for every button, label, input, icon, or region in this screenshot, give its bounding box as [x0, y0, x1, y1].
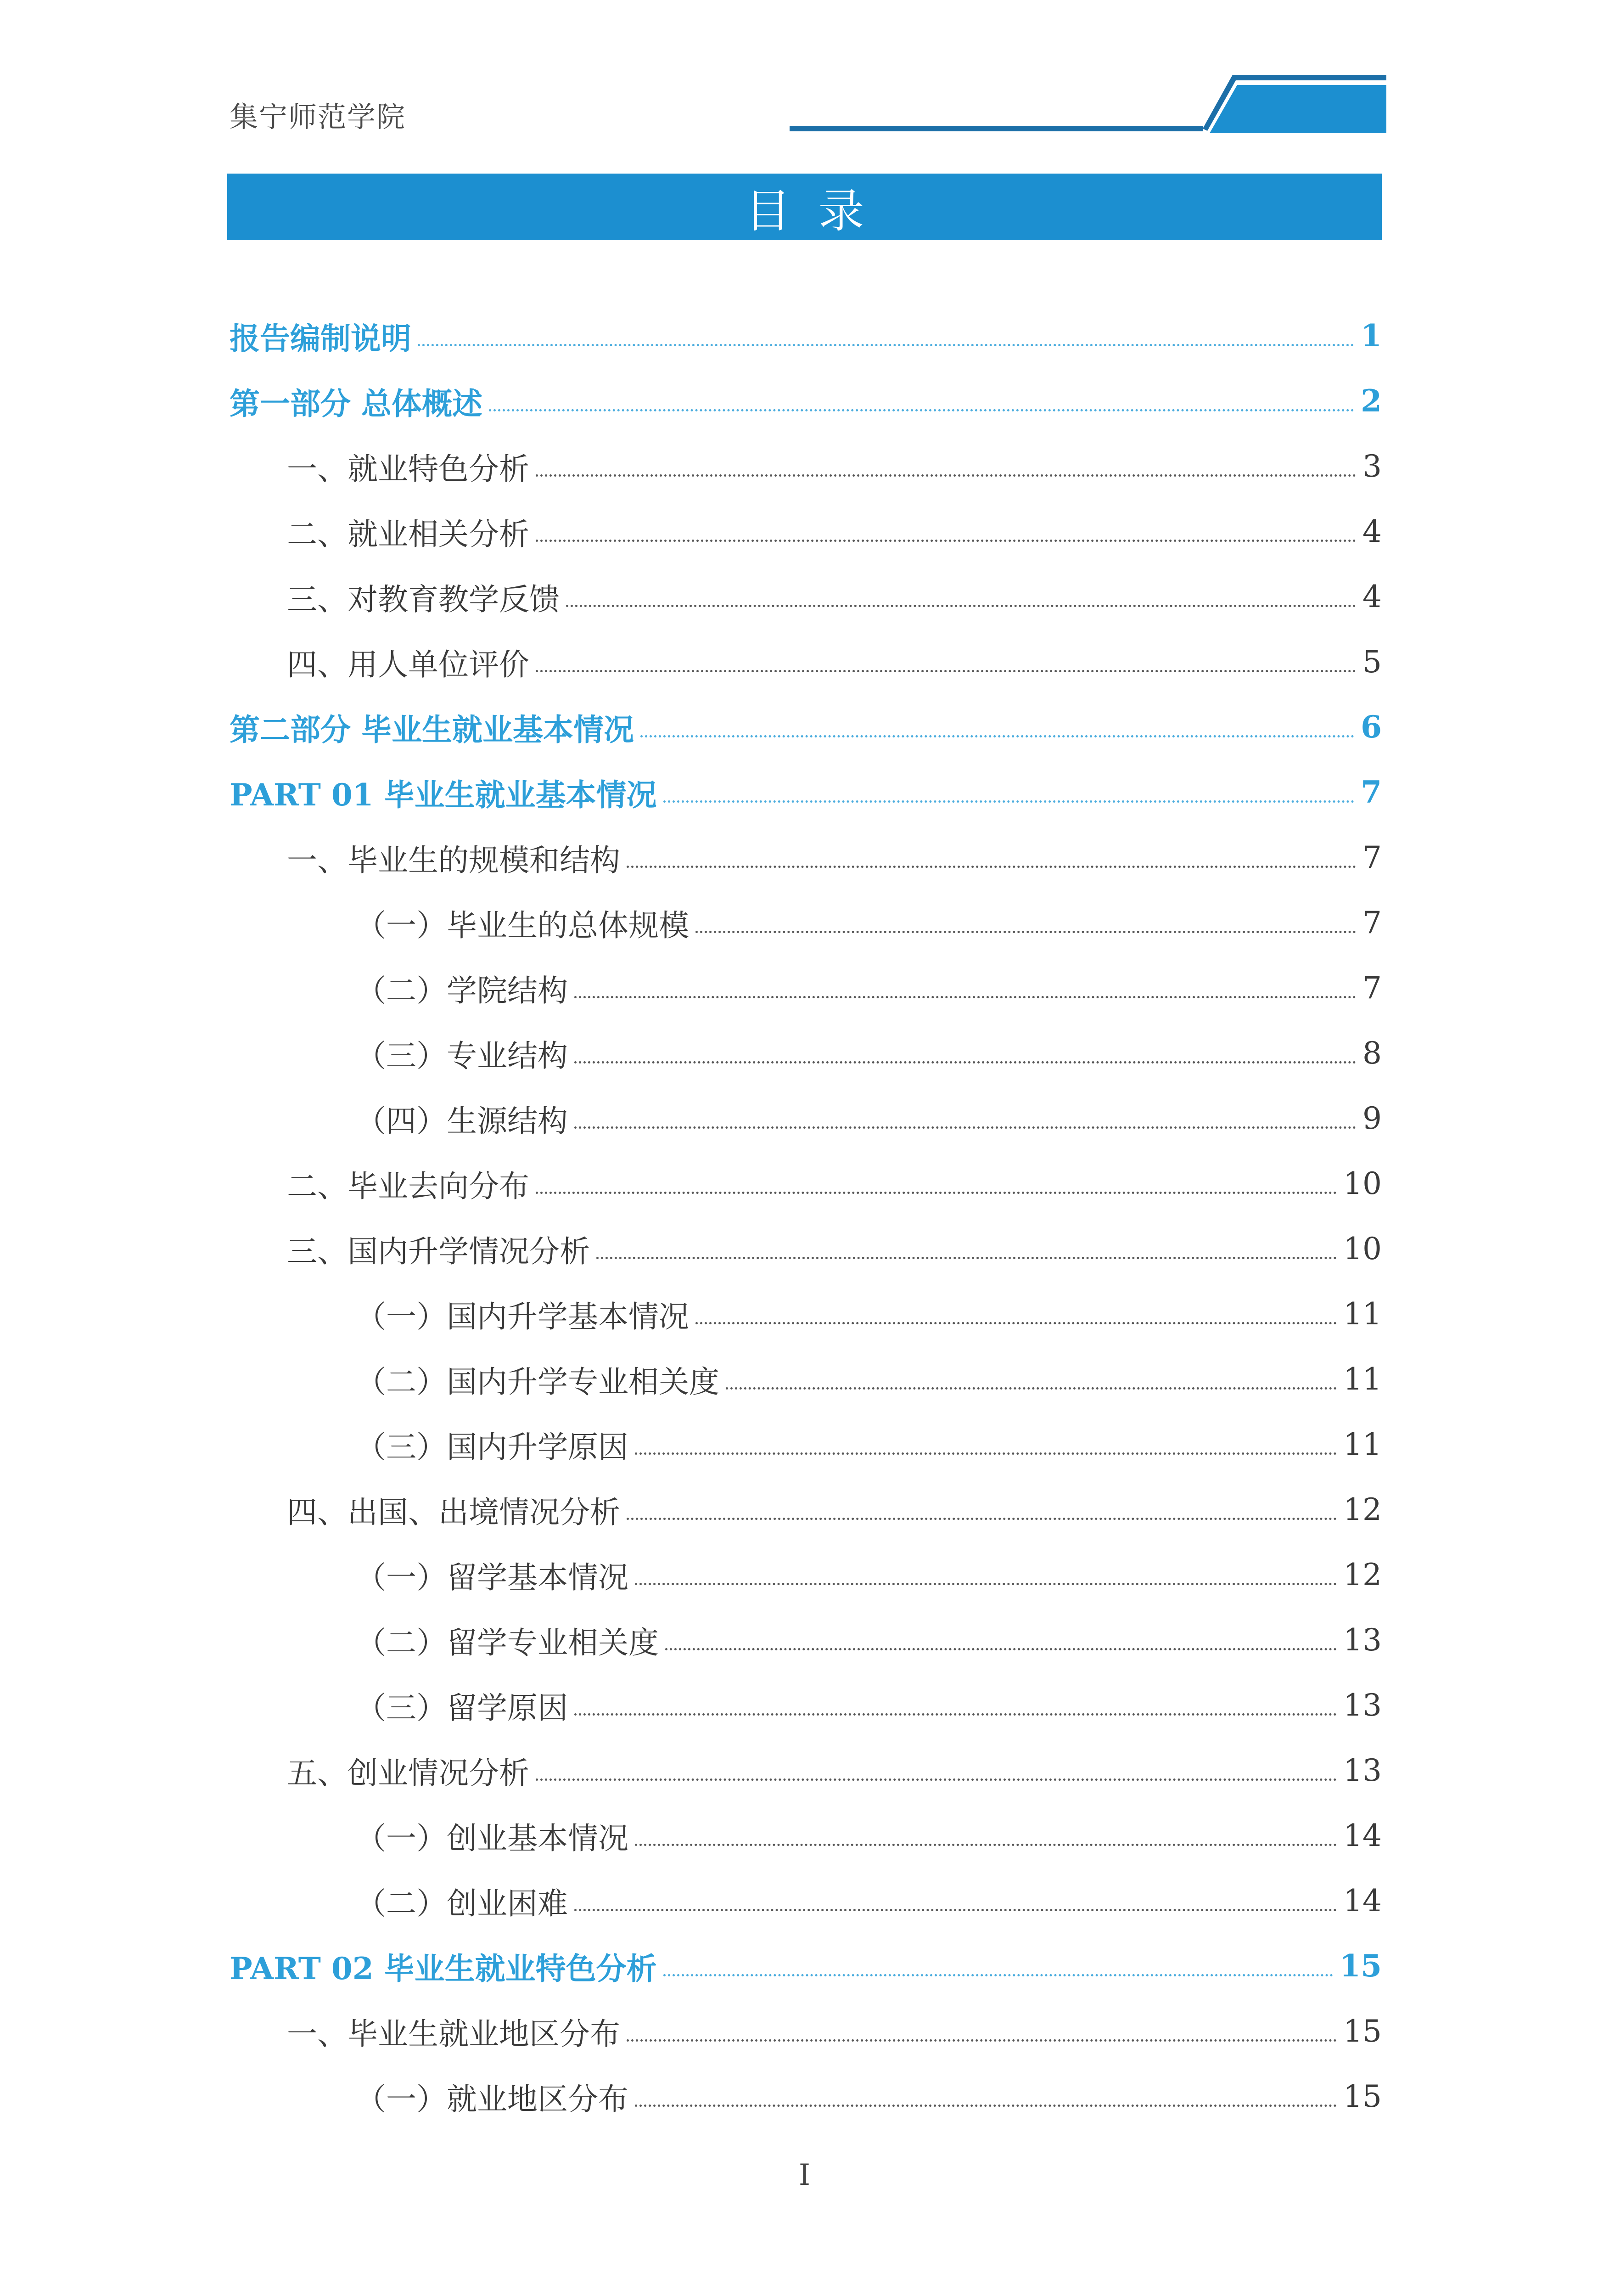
- toc-entry-page: 4: [1362, 579, 1382, 614]
- toc-entry[interactable]: [230, 1542, 1382, 1607]
- dot-leader: [418, 344, 1354, 346]
- dot-leader: [536, 474, 1356, 477]
- toc-entry-page: 11: [1343, 1361, 1382, 1397]
- dot-leader: [635, 1452, 1337, 1455]
- toc-entry-page: 1: [1361, 318, 1382, 354]
- toc-entry-label: 二、就业相关分析: [287, 516, 529, 552]
- toc-entry[interactable]: [230, 1868, 1382, 1933]
- toc-entry[interactable]: [230, 1998, 1382, 2064]
- dot-leader: [640, 735, 1354, 737]
- dot-leader: [574, 1909, 1337, 1911]
- dot-leader: [663, 1974, 1334, 1976]
- toc-entry[interactable]: [230, 825, 1382, 890]
- page-number: I: [798, 2158, 811, 2192]
- table-of-contents: [230, 303, 1382, 2129]
- toc-entry[interactable]: [230, 890, 1382, 955]
- dot-leader: [574, 1061, 1356, 1064]
- toc-entry[interactable]: [230, 1346, 1382, 1412]
- toc-entry[interactable]: [230, 1738, 1382, 1803]
- toc-entry[interactable]: [230, 1672, 1382, 1738]
- toc-entry-page: 13: [1343, 1687, 1382, 1723]
- dot-leader: [695, 1322, 1337, 1324]
- toc-entry[interactable]: [230, 499, 1382, 564]
- dot-leader: [596, 1257, 1337, 1259]
- toc-entry[interactable]: [230, 303, 1382, 368]
- dot-leader: [574, 1126, 1356, 1129]
- toc-entry[interactable]: [230, 1412, 1382, 1477]
- toc-entry-page: 14: [1343, 1818, 1382, 1853]
- toc-entry[interactable]: [230, 1933, 1382, 1998]
- toc-entry-label: （二）留学专业相关度: [356, 1625, 659, 1660]
- header-decoration: [790, 67, 1386, 140]
- toc-entry-page: 14: [1343, 1883, 1382, 1919]
- toc-entry-page: 7: [1362, 905, 1382, 940]
- toc-entry-label: （三）专业结构: [356, 1038, 568, 1074]
- toc-entry[interactable]: [230, 955, 1382, 1020]
- toc-entry-page: 15: [1343, 2078, 1382, 2114]
- dot-leader: [574, 1713, 1337, 1716]
- toc-entry[interactable]: [230, 2064, 1382, 2129]
- toc-entry[interactable]: [230, 760, 1382, 825]
- toc-entry[interactable]: [230, 1607, 1382, 1672]
- toc-entry-label: 报告编制说明: [230, 320, 411, 356]
- dot-leader: [566, 605, 1356, 607]
- toc-entry-page: 13: [1343, 1752, 1382, 1788]
- dot-leader: [489, 409, 1354, 411]
- toc-entry-label: （三）国内升学原因: [356, 1429, 628, 1465]
- toc-entry-label: （一）毕业生的总体规模: [356, 907, 689, 943]
- dot-leader: [536, 1778, 1337, 1781]
- toc-entry-label: （四）生源结构: [356, 1103, 568, 1139]
- toc-entry-page: 6: [1361, 709, 1382, 745]
- toc-entry-page: 11: [1343, 1426, 1382, 1462]
- dot-leader: [627, 2039, 1337, 2042]
- toc-entry[interactable]: [230, 1216, 1382, 1281]
- toc-entry-label: 一、就业特色分析: [287, 451, 529, 487]
- toc-entry[interactable]: [230, 368, 1382, 433]
- toc-entry-page: 15: [1343, 2013, 1382, 2049]
- toc-entry[interactable]: [230, 1803, 1382, 1868]
- toc-entry-page: 9: [1362, 1100, 1382, 1136]
- dot-leader: [635, 1583, 1337, 1585]
- dot-leader: [726, 1387, 1337, 1390]
- toc-entry-label: （二）学院结构: [356, 973, 568, 1008]
- toc-entry-label: PART 02 毕业生就业特色分析: [230, 1950, 657, 1986]
- toc-entry[interactable]: [230, 1151, 1382, 1216]
- dot-leader: [536, 670, 1356, 672]
- toc-entry[interactable]: [230, 1281, 1382, 1346]
- dot-leader: [665, 1648, 1337, 1650]
- toc-entry-label: 第一部分 总体概述: [230, 385, 482, 422]
- toc-entry-page: 11: [1343, 1296, 1382, 1332]
- toc-entry-label: （三）留学原因: [356, 1690, 568, 1726]
- toc-entry[interactable]: [230, 629, 1382, 694]
- toc-entry[interactable]: [230, 1086, 1382, 1151]
- toc-title: 目录: [745, 184, 892, 238]
- toc-entry[interactable]: [230, 694, 1382, 760]
- toc-entry-label: （二）创业困难: [356, 1885, 568, 1921]
- toc-entry-page: 3: [1362, 448, 1382, 484]
- dot-leader: [635, 2105, 1337, 2107]
- toc-entry[interactable]: [230, 1020, 1382, 1086]
- toc-entry-label: （一）国内升学基本情况: [356, 1299, 689, 1334]
- toc-entry-label: 四、出国、出境情况分析: [287, 1494, 620, 1530]
- toc-entry-label: 一、毕业生就业地区分布: [287, 2016, 620, 2052]
- toc-entry-page: 10: [1343, 1165, 1382, 1201]
- toc-entry-page: 8: [1362, 1035, 1382, 1071]
- toc-entry-label: （一）就业地区分布: [356, 2081, 628, 2117]
- toc-entry-page: 12: [1343, 1491, 1382, 1527]
- toc-entry-label: 三、对教育教学反馈: [287, 581, 560, 617]
- toc-entry-page: 7: [1362, 839, 1382, 875]
- toc-entry-label: （一）留学基本情况: [356, 1559, 628, 1595]
- dot-leader: [536, 540, 1356, 542]
- dot-leader: [663, 800, 1354, 803]
- dot-leader: [627, 1518, 1337, 1520]
- toc-entry-label: PART 01 毕业生就业基本情况: [230, 777, 657, 813]
- toc-entry-label: 二、毕业去向分布: [287, 1168, 529, 1204]
- toc-entry-label: 四、用人单位评价: [287, 647, 529, 682]
- toc-entry[interactable]: [230, 564, 1382, 629]
- toc-entry-label: 一、毕业生的规模和结构: [287, 842, 620, 878]
- dot-leader: [536, 1192, 1337, 1194]
- toc-entry-page: 5: [1362, 644, 1382, 680]
- toc-entry[interactable]: [230, 433, 1382, 499]
- toc-entry-label: 第二部分 毕业生就业基本情况: [230, 711, 634, 748]
- toc-entry-page: 12: [1343, 1557, 1382, 1593]
- toc-entry-label: （一）创业基本情况: [356, 1820, 628, 1856]
- toc-entry-page: 15: [1340, 1948, 1382, 1984]
- toc-entry-page: 10: [1343, 1231, 1382, 1266]
- toc-entry[interactable]: [230, 1477, 1382, 1542]
- dot-leader: [635, 1844, 1337, 1846]
- toc-entry-page: 4: [1362, 513, 1382, 549]
- toc-entry-page: 2: [1361, 383, 1382, 419]
- toc-entry-label: 五、创业情况分析: [287, 1755, 529, 1791]
- toc-entry-page: 7: [1362, 970, 1382, 1006]
- toc-title-bar: [227, 174, 1382, 240]
- toc-entry-page: 13: [1343, 1622, 1382, 1658]
- institution-name: 集宁师范学院: [230, 100, 406, 134]
- dot-leader: [574, 996, 1356, 998]
- toc-entry-label: 三、国内升学情况分析: [287, 1233, 590, 1269]
- toc-entry-label: （二）国内升学专业相关度: [356, 1364, 719, 1400]
- toc-entry-page: 7: [1361, 774, 1382, 810]
- dot-leader: [627, 866, 1356, 868]
- dot-leader: [695, 931, 1356, 933]
